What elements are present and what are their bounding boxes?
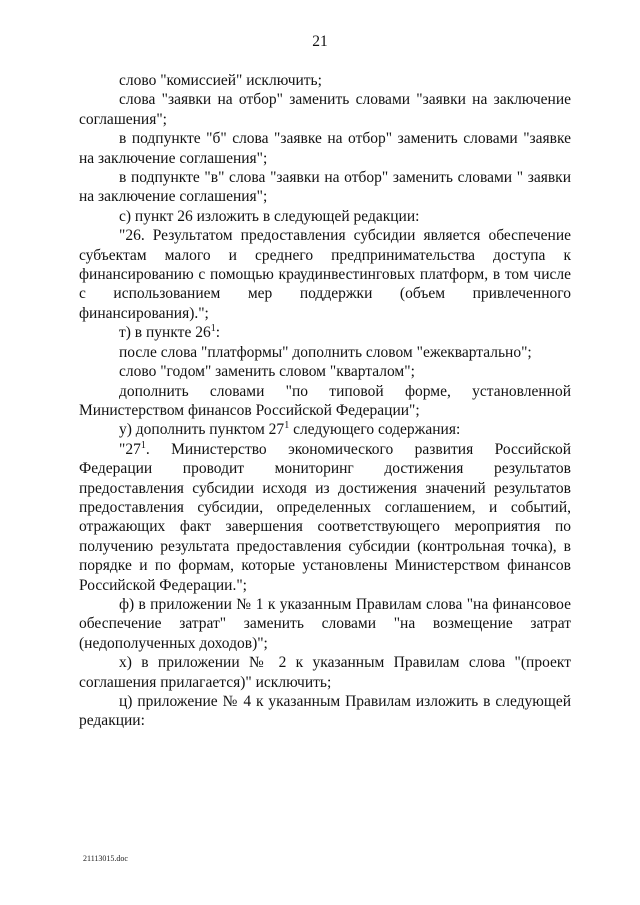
paragraph: "26. Результатом предоставления субсидии является обеспечение субъектам малого и среднего предпринимательства доступа к финансированию с помощью краудинвестинговых платформ, в том числе с использованием мер поддержки (объем привлеченного финансирования)."; <box>79 227 571 322</box>
paragraph: в подпункте "в" слова "заявки на отбор" заменить словами " заявки на заключение соглашения"; <box>79 169 571 206</box>
paragraph-text: : <box>215 324 221 342</box>
paragraph: слова "заявки на отбор" заменить словами "заявки на заключение соглашения"; <box>79 91 571 128</box>
superscript: 1 <box>140 439 146 451</box>
paragraph: с) пункт 26 изложить в следующей редакции: <box>119 207 420 225</box>
paragraph-text: у) дополнить пунктом 27 <box>119 421 285 439</box>
paragraph: ф) в приложении № 1 к указанным Правилам слова "на финансовое обеспечение затрат" заменить словами "на возмещение затрат (недополученных доходов)"; <box>79 595 571 652</box>
footer-filename: 21113015.doc <box>83 854 128 863</box>
paragraph: дополнить словами "по типовой форме, установленной Министерством финансов Российской Федерации"; <box>79 382 571 419</box>
paragraph <box>79 420 571 439</box>
paragraph: ц) приложение № 4 к указанным Правилам изложить в следующей редакции: <box>79 693 571 730</box>
paragraph-text: следующего содержания: <box>289 421 461 439</box>
paragraph <box>79 440 571 595</box>
paragraph-text: т) в пункте 26 <box>119 324 211 342</box>
paragraph: после слова "платформы" дополнить словом "ежеквартально"; <box>119 343 532 361</box>
paragraph-text: . Министерство экономического развития Российской Федерации проводит мониторинг достижения результатов предоставления субсидии исходя из достижения значений результатов предоставления субсидии, определенных соглашением, и событий, отражающих факт завершения соответствующего мероприятия по получению результата предоставления субсидии (контрольная точка), в порядке и по формам, которые установлены Министерством финансов Российской Федерации."; <box>79 440 571 594</box>
paragraph: в подпункте "б" слова "заявке на отбор" заменить словами "заявке на заключение соглашения"; <box>79 130 571 167</box>
superscript: 1 <box>210 323 216 335</box>
paragraph: слово "годом" заменить словом "кварталом"; <box>119 363 415 381</box>
superscript: 1 <box>284 420 290 432</box>
paragraph: слово "комиссией" исключить; <box>119 72 322 89</box>
document-body <box>79 71 571 731</box>
paragraph: х) в приложении № 2 к указанным Правилам слова "(проект соглашения прилагается)" исключить; <box>79 654 571 691</box>
paragraph <box>79 323 571 342</box>
paragraph-text: "27 <box>119 440 141 458</box>
page-number: 21 <box>312 33 328 50</box>
